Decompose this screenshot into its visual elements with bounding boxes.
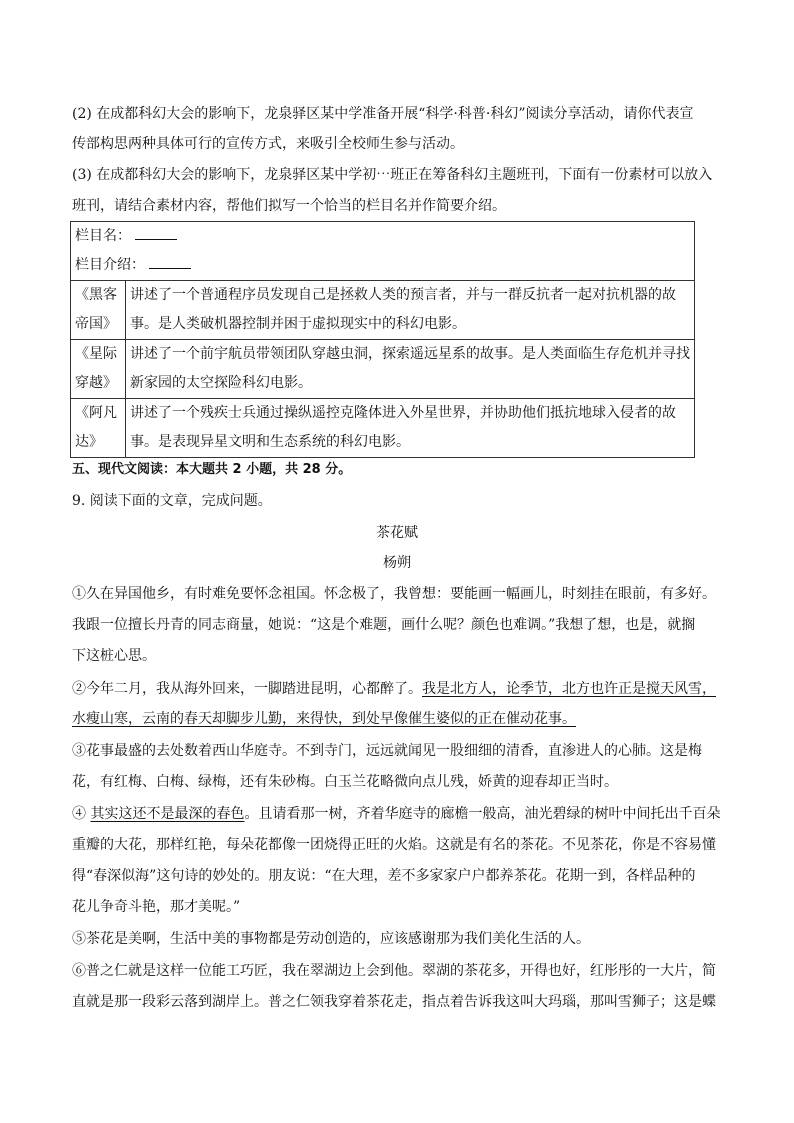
paragraph-6-line-2: 直就是那一段彩云落到湖岸上。普之仁领我穿着茶花走，指点着告诉我这叫大玛瑙，那叫雪狮子；这是蝶 — [72, 994, 716, 1010]
article-title: 茶花赋 — [376, 525, 418, 541]
paragraph-2-line-2 — [72, 709, 722, 729]
column-intro-label: 栏目介绍： — [75, 257, 145, 273]
underlined-sentence: 水瘦山寒，云南的春天却脚步儿勤，来得快，到处早像催生婆似的正在催动花事。 — [72, 711, 576, 727]
article-author: 杨朔 — [383, 555, 411, 571]
paragraph-4-line-2: 重瓣的大花，那样红艳，每朵花都像一团烧得正旺的火焰。这就是有名的茶花。不见茶花，你是不容易懂 — [72, 837, 716, 853]
film-name: 帝国》 — [75, 316, 117, 332]
table-row — [71, 281, 695, 340]
film-name-cell — [71, 281, 126, 340]
question-9-prompt: 9. 阅读下面的文章，完成问题。 — [72, 493, 272, 509]
table-row — [71, 340, 695, 399]
film-name: 《阿凡 — [75, 405, 117, 421]
table-header-row — [71, 222, 695, 281]
film-name: 《星际 — [75, 346, 117, 362]
underlined-phrase: 其实这还不是最深的春色 — [90, 806, 245, 822]
film-desc: 讲述了一个普通程序员发现自己是拯救人类的预言者，并与一群反抗者一起对抗机器的故 — [130, 287, 676, 303]
column-name-field — [75, 222, 690, 251]
film-name: 《黑客 — [75, 287, 117, 303]
paragraph-3-line-1: ③花事最盛的去处数着西山华庭寺。不到寺门，远远就闻见一股细细的清香，直渗进人的心肺。这是梅 — [72, 743, 702, 759]
section-heading: 五、现代文阅读：本大题共 2 小题，共 28 分。 — [72, 462, 352, 477]
table-header-cell — [71, 222, 695, 281]
table-row — [71, 399, 695, 458]
question-2-line-1: (2) 在成都科幻大会的影响下，龙泉驿区某中学准备开展“科学·科普·科幻”阅读分享活动，请你代表宣 — [72, 106, 694, 122]
film-desc-cell — [126, 340, 695, 399]
film-desc: 新家园的太空探险科幻电影。 — [130, 375, 312, 391]
paragraph-4-text: 。且请看那一树，齐着华庭寺的廊檐一般高，油光碧绿的树叶中间托出千百朵 — [244, 806, 721, 822]
paragraph-4-line-1 — [72, 804, 722, 824]
film-desc: 事。是人类破机器控制并困于虚拟现实中的科幻电影。 — [130, 316, 466, 332]
column-name-blank[interactable] — [135, 225, 177, 240]
film-name: 穿越》 — [75, 375, 117, 391]
paragraph-2-line-1 — [72, 679, 722, 699]
paragraph-1-line-2: 我跟一位擅长丹青的同志商量，她说：“这是个难题，画什么呢？颜色也难调。”我想了想，也是，就搁 — [72, 617, 696, 633]
film-desc: 事。是表现异星文明和生态系统的科幻电影。 — [130, 434, 410, 450]
film-desc-cell — [126, 399, 695, 458]
paragraph-4-line-4: 花儿争奇斗艳，那才美呢。” — [72, 899, 241, 915]
paragraph-1-line-3: 下这桩心思。 — [72, 648, 156, 664]
question-3-line-1: (3) 在成都科幻大会的影响下，龙泉驿区某中学初⋯班正在筹备科幻主题班刊，下面有一份素材可以放入 — [72, 167, 713, 183]
film-desc: 讲述了一个前宇航员带领团队穿越虫洞，探索遥远星系的故事。是人类面临生存危机并寻找 — [130, 346, 690, 362]
paragraph-4-line-3: 得“春深似海”这句诗的妙处的。朋友说：“在大理，差不多家家户户都养茶花。花期一到，各样品种的 — [72, 868, 696, 884]
material-table — [70, 221, 695, 458]
column-intro-field — [75, 251, 690, 280]
paragraph-1-line-1: ①久在异国他乡，有时难免要怀念祖国。怀念极了，我曾想：要能画一幅画儿，时刻挂在眼前，有多好。 — [72, 586, 716, 602]
column-name-label: 栏目名： — [75, 228, 131, 244]
question-2-line-2: 传部构思两种具体可行的宣传方式，来吸引全校师生参与活动。 — [72, 136, 464, 152]
film-desc: 讲述了一个残疾士兵通过操纵遥控克隆体进入外星世界，并协助他们抵抗地球入侵者的故 — [130, 405, 676, 421]
underlined-sentence: 我是北方人，论季节，北方也许正是搅天风雪， — [422, 681, 716, 697]
question-3-line-2: 班刊，请结合素材内容，帮他们拟写一个恰当的栏目名并作简要介绍。 — [72, 198, 506, 214]
film-name-cell — [71, 399, 126, 458]
paragraph-2-text: ②今年二月，我从海外回来，一脚踏进昆明，心都醉了。 — [72, 681, 422, 697]
paragraph-5-line-1: ⑤茶花是美啊，生活中美的事物都是劳动创造的，应该感谢那为我们美化生活的人。 — [72, 931, 590, 947]
paragraph-4-marker: ④ — [72, 806, 91, 822]
film-desc-cell — [126, 281, 695, 340]
paragraph-3-line-2: 花，有红梅、白梅、绿梅，还有朱砂梅。白玉兰花略微向点儿残，娇黄的迎春却正当时。 — [72, 774, 618, 790]
paragraph-6-line-1: ⑥普之仁就是这样一位能工巧匠，我在翠湖边上会到他。翠湖的茶花多，开得也好，红彤彤的一大片，简 — [72, 963, 716, 979]
column-intro-blank[interactable] — [149, 254, 191, 269]
film-name: 达》 — [75, 434, 103, 450]
film-name-cell — [71, 340, 126, 399]
